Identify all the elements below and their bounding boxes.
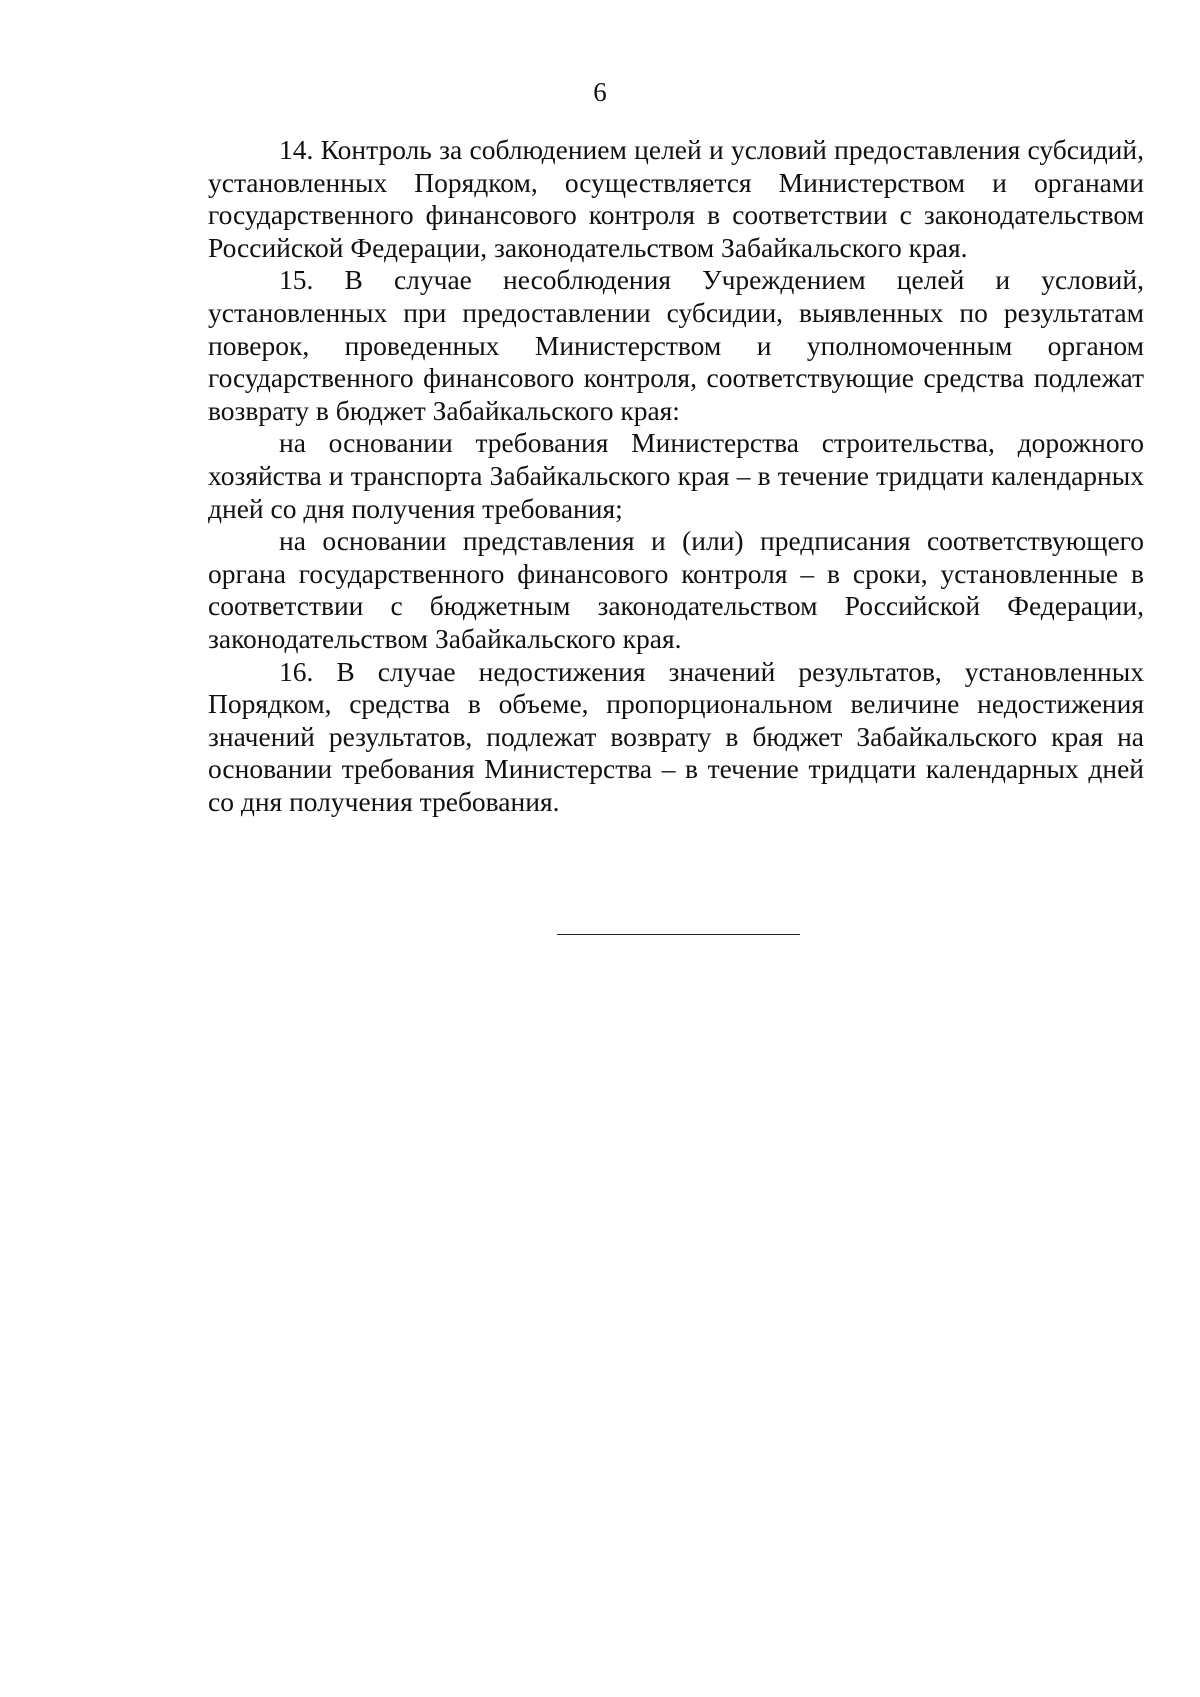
document-body — [208, 134, 1144, 818]
paragraph-16: 16. В случае недостижения значений результатов, установленных Порядком, средства в объеме, пропорциональном величине недостижения значений результатов, подлежат возврату в бюджет Забайкальского края на основании требования Министерства – в течение тридцати календарных дней со дня получения требования. — [208, 655, 1144, 817]
page-number: 6 — [593, 77, 607, 107]
paragraph-15-item-2: на основании представления и (или) предписания соответствующего органа государственного финансового контроля – в сроки, установленные в соответствии с бюджетным законодательством Российской Федерации, законодательством Забайкальского края. — [208, 525, 1144, 654]
paragraph-15: 15. В случае несоблюдения Учреждением целей и условий, установленных при предоставлении субсидии, выявленных по результатам поверок, проведенных Министерством и уполномоченным органом государственного финансового контроля, соответствующие средства подлежат возврату в бюджет Забайкальского края: — [208, 264, 1144, 426]
paragraph-15-item-1: на основании требования Министерства строительства, дорожного хозяйства и транспорта Забайкальского края – в течение тридцати календарных дней со дня получения требования; — [208, 427, 1144, 524]
end-separator-line — [557, 934, 800, 935]
paragraph-14: 14. Контроль за соблюдением целей и условий предоставления субсидий, установленных Порядком, осуществляется Министерством и органами государственного финансового контроля в соответствии с законодательством Российской Федерации, законодательством Забайкальского края. — [208, 134, 1144, 263]
